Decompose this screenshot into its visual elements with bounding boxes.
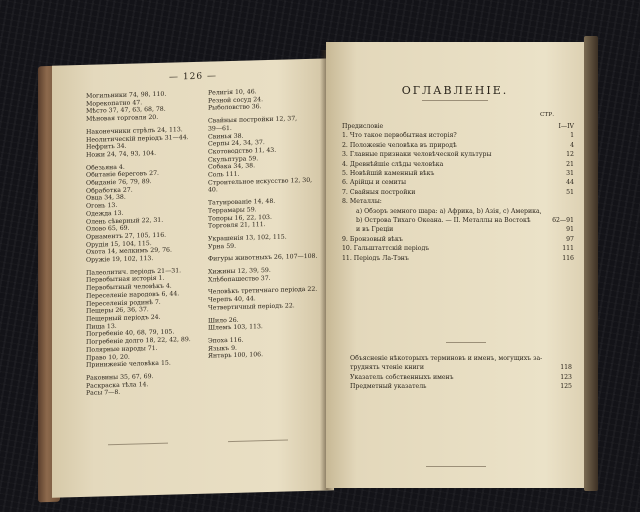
index-column-2 — [208, 87, 326, 361]
toc-entry-page: 21 — [566, 160, 574, 168]
toc-title: ОГЛАВЛЕНІЕ. — [401, 84, 509, 97]
toc-entry-title: 2. Положеніе человѣка въ природѣ — [342, 141, 457, 149]
index-entry: Скульптура 59. — [208, 154, 259, 164]
index-entry: Черепъ 40, 44. — [208, 295, 256, 304]
index-entry: Первобытная исторія 1. — [86, 275, 165, 285]
index-entry: Янтарь 100, 106. — [208, 351, 264, 360]
index-entry: Фигуры животныхъ 26, 107—108. — [208, 253, 318, 263]
index-entry: Олово 65, 69. — [86, 224, 130, 234]
index-entry: Могильники 74, 98, 110. — [86, 90, 167, 100]
divider-rule — [446, 342, 486, 343]
index-entry: Украшенія 13, 102, 115. — [208, 233, 287, 243]
title-underline — [422, 100, 488, 101]
index-entry: Резной сосуд 24. — [208, 95, 264, 105]
toc-entry-title: а) Обзоръ земного шара: a) Африка, b) Азія, c) Америка, — [356, 207, 542, 215]
index-entry: Переселенія родинѣ 7. — [86, 298, 161, 308]
left-page — [52, 58, 334, 497]
index-entry: Религія 10, 46. — [208, 88, 257, 97]
index-entry: Обитаніе береговъ 27. — [86, 170, 159, 180]
toc-entry-page: 123 — [560, 373, 572, 381]
toc-entry-title: Объясненіе нѣкоторыхъ терминовъ и именъ, могущихъ за- — [350, 355, 543, 362]
toc-list — [342, 122, 574, 263]
index-column-1 — [86, 90, 206, 398]
index-entry: Морекопатно 47. — [86, 99, 143, 108]
index-entry: Раковины 35, 67, 69. — [86, 372, 154, 382]
index-entry: Собака 34, 38. — [208, 162, 256, 171]
index-entry: 40. — [208, 186, 218, 195]
index-entry: Нефрить 34. — [86, 142, 127, 152]
index-entry: Татуированіе 14, 48. — [208, 197, 276, 207]
index-entry: Топоры 16, 22, 103. — [208, 213, 272, 223]
toc-entry — [342, 225, 574, 234]
toc-entry-title: и въ Греціи — [356, 226, 394, 234]
toc-entry-page: 62—91 — [552, 217, 574, 225]
toc-entry — [350, 363, 572, 372]
toc-entry — [342, 197, 574, 206]
page-number: — 126 — — [169, 71, 217, 83]
index-entry: Соль 111. — [208, 170, 240, 179]
toc-entry — [342, 141, 574, 150]
toc-entry — [342, 169, 574, 178]
index-entry: Погребеніе 40, 68, 79, 105. — [86, 328, 175, 339]
toc-entry — [342, 235, 574, 244]
toc-entry-page: 31 — [566, 170, 574, 178]
index-entry: Хлѣбопашество 37. — [208, 274, 271, 284]
index-entry: Пещерный періодъ 24. — [86, 313, 161, 323]
toc-entry-title: Указатель собственныхъ именъ — [350, 373, 454, 381]
divider-rule — [228, 440, 288, 443]
index-entry: Одежда 13. — [86, 209, 124, 218]
toc-entry-page: I—IV — [558, 123, 574, 130]
index-entry: Человѣкъ третичнаго періода 22. — [208, 286, 318, 297]
toc-entry-page: 44 — [566, 179, 574, 187]
index-entry: Пища 13. — [86, 322, 117, 331]
index-entry: Пещеры 26, 36, 37. — [86, 306, 149, 316]
toc-entry-page: 116 — [562, 254, 574, 262]
toc-entry — [350, 354, 572, 363]
toc-entry — [342, 254, 574, 263]
toc-entry-title: 9. Бронзовый вѣкъ — [342, 235, 403, 243]
toc-entry-page: 1 — [570, 132, 574, 140]
index-entry: Ножи 24, 74, 93, 104. — [86, 149, 157, 159]
book-page-edges-right — [584, 36, 598, 491]
toc-entry-title: 7. Свайныя постройки — [342, 188, 416, 196]
toc-entry-page: 118 — [560, 364, 572, 372]
index-entry: Обезьяна 4. — [86, 163, 125, 172]
index-entry: Приниженіе человѣка 15. — [86, 359, 171, 370]
index-entry: Рыболовство 36. — [208, 103, 262, 113]
toc-entry — [342, 216, 574, 225]
toc-entry-title: b) Острова Тихаго Океана. — II. Металлы на Востокѣ — [356, 217, 531, 225]
index-entry: Урна 59. — [208, 242, 237, 251]
index-entry: Мѣсто 37, 47, 63, 68, 78. — [86, 106, 166, 116]
toc-entry-title: 10. Гальштаттскій періодъ — [342, 245, 430, 253]
index-entry: Огонь 13. — [86, 202, 118, 210]
toc-entry-page: 111 — [562, 245, 574, 253]
index-entry: 39—61. — [208, 124, 232, 133]
index-entry: Эпоха 116. — [208, 336, 244, 345]
index-entry: Четвертичный періодъ 22. — [208, 302, 295, 312]
right-page — [326, 42, 584, 488]
toc-entry-page: 91 — [566, 226, 574, 234]
index-entry: Орудія 15, 104, 115. — [86, 239, 152, 249]
toc-entry — [342, 160, 574, 169]
appendix-list — [350, 354, 572, 392]
index-entry: Скотоводство 11, 43. — [208, 146, 277, 156]
index-entry: Палеолитич. періодъ 21—31. — [86, 267, 182, 277]
toc-entry-title: Предметный указатель — [350, 383, 427, 391]
index-entry: Погребеніе долго 18, 22, 42, 89. — [86, 336, 191, 346]
page-column-label: СТР. — [540, 112, 555, 118]
index-entry: Полярные народы 71. — [86, 344, 158, 354]
toc-entry-page: 51 — [566, 188, 574, 196]
toc-entry — [342, 122, 574, 131]
toc-entry — [350, 382, 572, 391]
toc-entry — [342, 207, 574, 216]
toc-entry-page: 12 — [566, 151, 574, 159]
toc-entry-title: Предисловіе — [342, 123, 384, 130]
toc-entry — [350, 373, 572, 382]
toc-entry-page: 125 — [560, 383, 572, 391]
index-entry: Свинья 38. — [208, 132, 244, 141]
index-entry: Шлемъ 103, 113. — [208, 323, 263, 332]
index-entry: Мѣновая торговля 20. — [86, 114, 159, 123]
index-entry: Хижины 12, 39, 59. — [208, 267, 271, 276]
index-entry: Орнаментъ 27, 105, 116. — [86, 231, 167, 241]
index-entry: Обработка 27. — [86, 186, 133, 195]
index-entry: Террамары 59. — [208, 206, 257, 215]
toc-entry-title: 3. Главные признаки человѣческой культуры — [342, 151, 492, 159]
index-entry: Торговля 21, 111. — [208, 221, 266, 230]
divider-rule — [426, 466, 486, 467]
index-entry: Серпы 24, 34, 37. — [208, 139, 265, 148]
toc-entry-page: 4 — [570, 141, 574, 149]
open-book — [38, 36, 598, 506]
toc-entry — [342, 178, 574, 187]
toc-entry — [342, 150, 574, 159]
index-entry: Раскраска тѣла 14. — [86, 380, 149, 390]
index-entry: Свайныя постройки 12, 37, — [208, 115, 298, 125]
index-entry: Право 10, 20. — [86, 353, 130, 362]
index-entry: Наконечники стрѣлъ 24, 113. — [86, 126, 183, 136]
index-entry: Обиданіе 76, 79, 89. — [86, 178, 152, 187]
toc-entry-title: 6. Арійцы и семиты — [342, 179, 406, 187]
toc-entry — [342, 244, 574, 253]
index-entry: Оружіе 19, 102, 113. — [86, 255, 154, 264]
toc-entry-page: 97 — [566, 235, 574, 243]
index-entry: Строительное искусство 12, 30, — [208, 176, 313, 187]
toc-entry-title: 4. Древнѣйшіе слѣды человѣка — [342, 160, 444, 168]
divider-rule — [108, 443, 168, 446]
index-entry: Переселеніе народовъ 6, 44. — [86, 290, 180, 300]
toc-entry-title: 5. Новѣйшій каменный вѣкъ — [342, 170, 435, 178]
toc-entry — [342, 131, 574, 140]
index-entry: Овца 34, 38. — [86, 194, 126, 203]
index-entry: Первобытный человѣкъ 4. — [86, 282, 172, 292]
toc-entry — [342, 188, 574, 197]
index-entry: Языкъ 9. — [208, 344, 237, 353]
index-entry: Расы 7—8. — [86, 389, 121, 398]
index-entry: Неолитическій періодъ 31—44. — [86, 133, 189, 144]
index-entry: Охота 14, мелкимъ 29, 76. — [86, 246, 172, 257]
toc-entry-title: труднять чтеніе книги — [350, 364, 425, 372]
index-entry: Шило 26. — [208, 316, 239, 325]
toc-entry-title: 8. Металлы: — [342, 198, 382, 206]
index-entry: Олень сѣверный 22, 31. — [86, 216, 164, 226]
toc-entry-title: 11. Періодъ Ла-Тэнъ — [342, 254, 409, 262]
toc-entry-title: 1. Что такое первобытная исторія? — [342, 132, 457, 140]
